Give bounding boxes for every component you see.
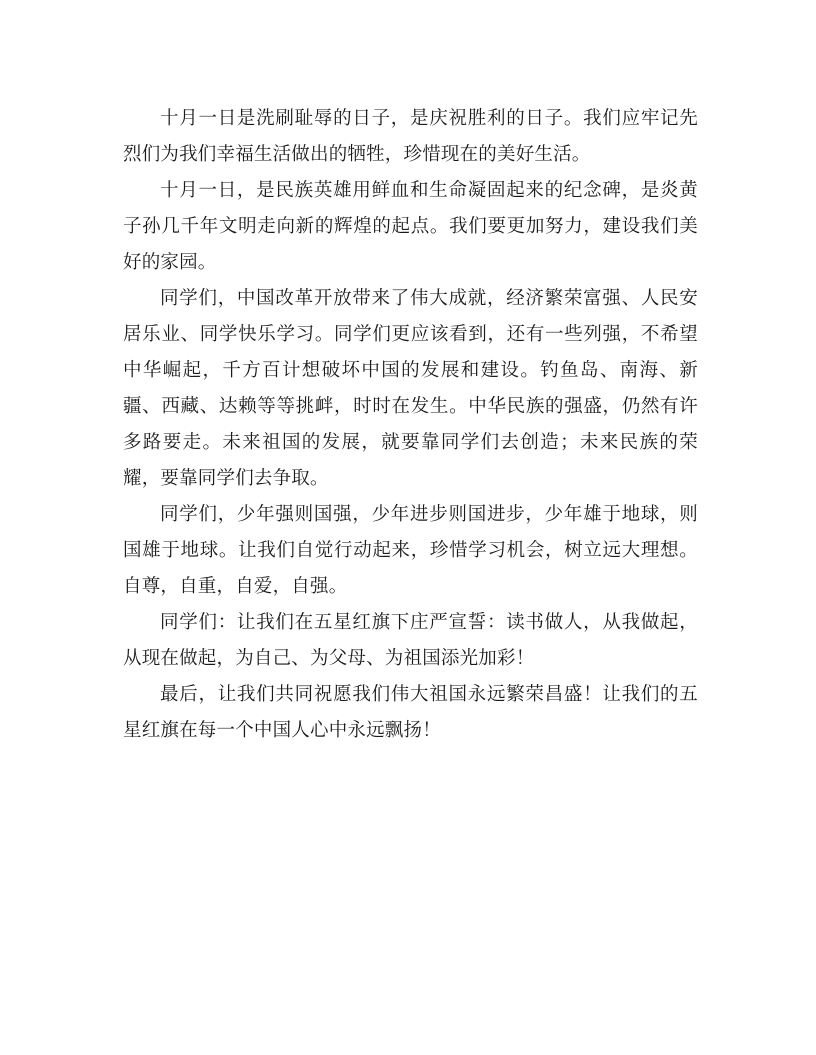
paragraph-4: 同学们，少年强则国强，少年进步则国进步，少年雄于地球，则国雄于地球。让我们自觉行动起来，珍惜学习机会，树立远大理想。自尊，自重，自爱，自强。 bbox=[123, 504, 698, 597]
paragraph-3: 同学们，中国改革开放带来了伟大成就，经济繁荣富强、人民安居乐业、同学快乐学习。同学们更应该看到，还有一些列强，不希望中华崛起，千方百计想破坏中国的发展和建设。钓鱼岛、南海、新疆、西藏、达赖等等挑衅，时时在发生。中华民族的强盛，仍然有许多路要走。未来祖国的发展，就要靠同学们去创造；未来民族的荣耀，要靠同学们去争取。 bbox=[123, 288, 698, 489]
paragraph-2: 十月一日，是民族英雄用鲜血和生命凝固起来的纪念碑，是炎黄子孙几千年文明走向新的辉煌的起点。我们要更加努力，建设我们美好的家园。 bbox=[123, 180, 698, 273]
paragraph-5: 同学们：让我们在五星红旗下庄严宣誓：读书做人，从我做起，从现在做起，为自己、为父母、为祖国添光加彩！ bbox=[123, 612, 698, 669]
paragraph-1: 十月一日是洗刷耻辱的日子，是庆祝胜利的日子。我们应牢记先烈们为我们幸福生活做出的牺牲，珍惜现在的美好生活。 bbox=[123, 108, 698, 165]
paragraph-6: 最后，让我们共同祝愿我们伟大祖国永远繁荣昌盛！让我们的五星红旗在每一个中国人心中永远飘扬！ bbox=[123, 684, 698, 741]
speech-text-body bbox=[123, 101, 698, 749]
